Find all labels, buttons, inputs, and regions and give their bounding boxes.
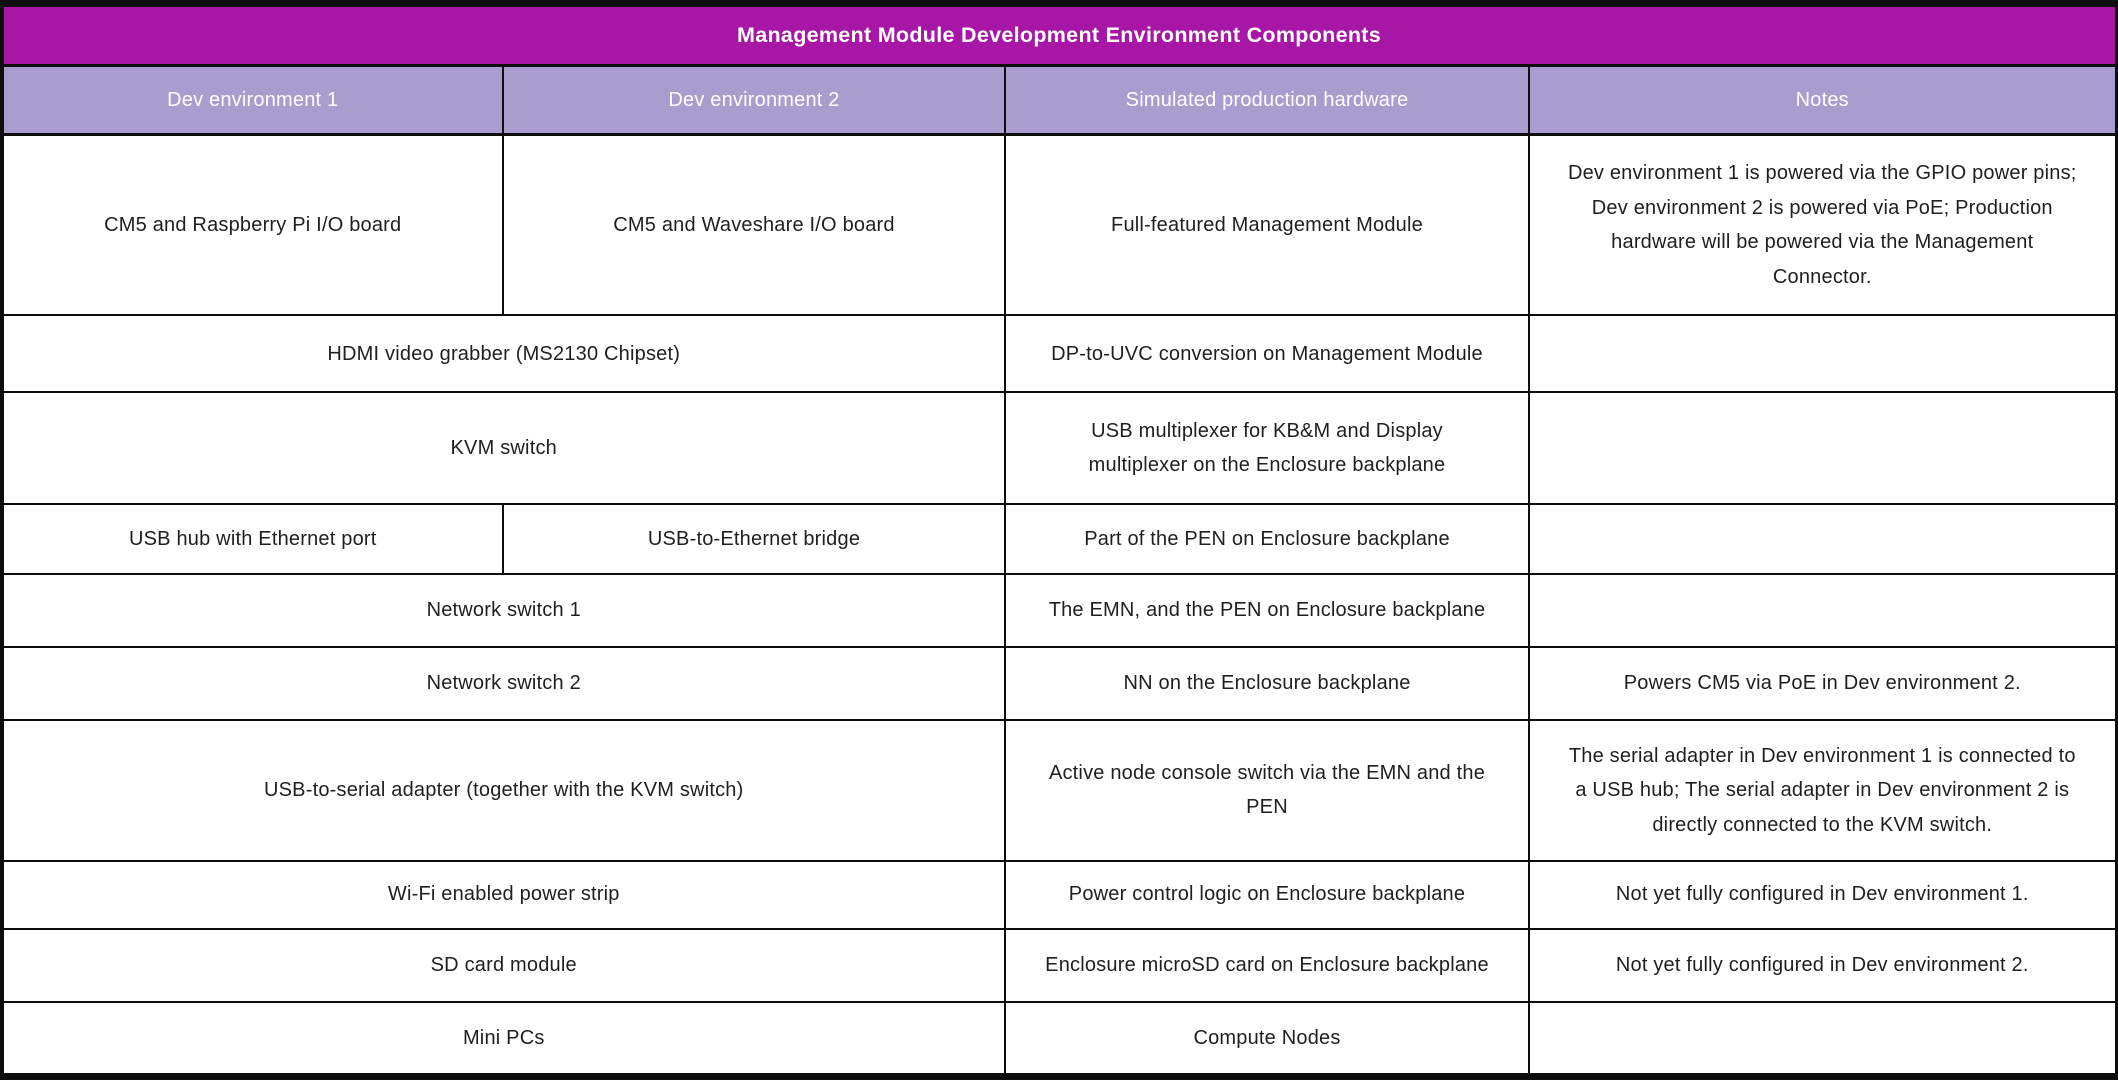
cell-dev1: CM5 and Raspberry Pi I/O board [0, 135, 503, 316]
table-title: Management Module Development Environment Components [0, 4, 2118, 66]
cell-notes: Not yet fully configured in Dev environment 2. [1529, 929, 2118, 1003]
cell-notes: Not yet fully configured in Dev environment 1. [1529, 861, 2118, 929]
column-header-notes: Notes [1529, 66, 2118, 135]
cell-dev1: USB hub with Ethernet port [0, 504, 503, 574]
cell-notes: Dev environment 1 is powered via the GPIO power pins; Dev environment 2 is powered via PoE; Production hardware will be powered via the Management Connector. [1529, 135, 2118, 316]
cell-notes [1529, 315, 2118, 392]
column-header-simulated-production-hardware: Simulated production hardware [1005, 66, 1529, 135]
header-row [0, 66, 2118, 135]
cell-notes: Powers CM5 via PoE in Dev environment 2. [1529, 647, 2118, 720]
cell-hardware: USB multiplexer for KB&M and Display multiplexer on the Enclosure backplane [1005, 392, 1529, 504]
table-row [0, 574, 2118, 647]
cell-hardware: Full-featured Management Module [1005, 135, 1529, 316]
cell-notes [1529, 392, 2118, 504]
cell-dev-both: Mini PCs [0, 1002, 1005, 1076]
cell-hardware: The EMN, and the PEN on Enclosure backplane [1005, 574, 1529, 647]
cell-notes [1529, 574, 2118, 647]
cell-notes [1529, 1002, 2118, 1076]
table-row [0, 504, 2118, 574]
table-row [0, 861, 2118, 929]
table-row [0, 647, 2118, 720]
cell-dev-both: SD card module [0, 929, 1005, 1003]
cell-dev-both: Network switch 2 [0, 647, 1005, 720]
table-row [0, 315, 2118, 392]
cell-dev2: CM5 and Waveshare I/O board [503, 135, 1005, 316]
cell-hardware: Power control logic on Enclosure backplane [1005, 861, 1529, 929]
cell-notes [1529, 504, 2118, 574]
column-header-dev-environment-2: Dev environment 2 [503, 66, 1005, 135]
cell-hardware: DP-to-UVC conversion on Management Module [1005, 315, 1529, 392]
cell-dev-both: Network switch 1 [0, 574, 1005, 647]
cell-hardware: Compute Nodes [1005, 1002, 1529, 1076]
cell-dev-both: HDMI video grabber (MS2130 Chipset) [0, 315, 1005, 392]
title-row [0, 4, 2118, 66]
table-row [0, 929, 2118, 1003]
column-header-dev-environment-1: Dev environment 1 [0, 66, 503, 135]
cell-dev2: USB-to-Ethernet bridge [503, 504, 1005, 574]
table-row [0, 1002, 2118, 1076]
cell-hardware: NN on the Enclosure backplane [1005, 647, 1529, 720]
cell-hardware: Active node console switch via the EMN and the PEN [1005, 720, 1529, 861]
cell-dev-both: KVM switch [0, 392, 1005, 504]
cell-notes: The serial adapter in Dev environment 1 is connected to a USB hub; The serial adapter in Dev environment 2 is directly connected to the KVM switch. [1529, 720, 2118, 861]
cell-hardware: Enclosure microSD card on Enclosure backplane [1005, 929, 1529, 1003]
cell-dev-both: Wi-Fi enabled power strip [0, 861, 1005, 929]
cell-hardware: Part of the PEN on Enclosure backplane [1005, 504, 1529, 574]
cell-dev-both: USB-to-serial adapter (together with the KVM switch) [0, 720, 1005, 861]
table-row [0, 720, 2118, 861]
table-row [0, 135, 2118, 316]
table-row [0, 392, 2118, 504]
